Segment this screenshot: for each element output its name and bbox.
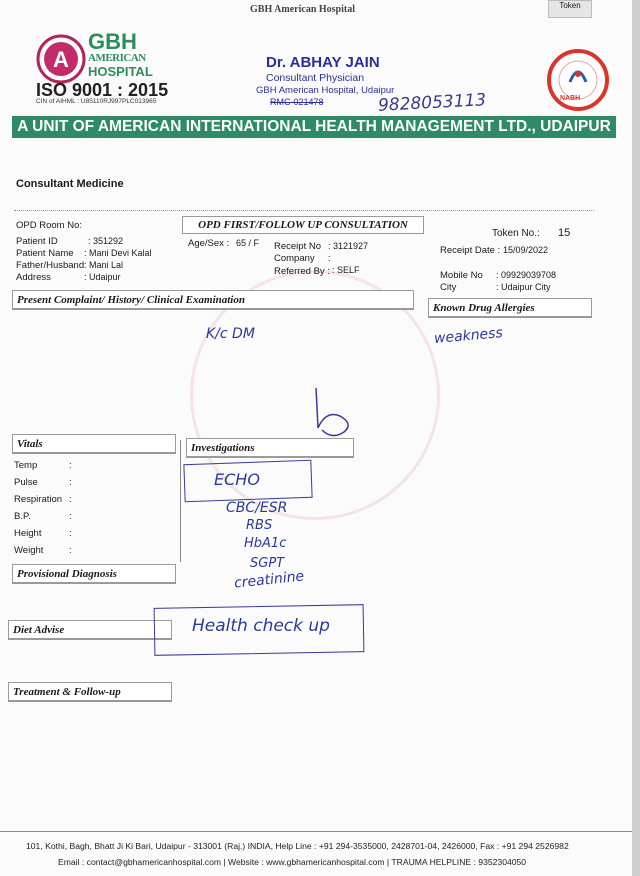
- token-corner-label: Token: [559, 1, 581, 10]
- vitals-list: [14, 460, 72, 562]
- inv-hba1c: HbA1c: [244, 536, 287, 551]
- address-label: Address: [16, 272, 51, 283]
- doctor-hospital: GBH American Hospital, Udaipur: [256, 85, 395, 96]
- vital-label: Respiration: [14, 494, 63, 505]
- referred-by: : SELF: [332, 265, 360, 275]
- section-provisional: Provisional Diagnosis: [12, 564, 176, 584]
- patient-id: : 351292: [88, 236, 124, 246]
- handwritten-scribble-icon: [300, 380, 360, 444]
- token-value: 15: [558, 227, 571, 239]
- section-diet: Diet Advise: [8, 620, 172, 640]
- mobile-label: Mobile No: [440, 270, 483, 281]
- footer-contact: Email : contact@gbhamericanhospital.com | Website : www.gbhamericanhospital.com | TRAUMA HELPLINE : 9352304050: [58, 857, 527, 867]
- nabh-label: NABH: [560, 95, 581, 102]
- patient-id-label: Patient ID: [16, 236, 58, 247]
- department-title: Consultant Medicine: [16, 178, 124, 190]
- vital-temp: [14, 460, 72, 477]
- handwritten-diet: Health check up: [192, 616, 330, 636]
- patient-name-label: Patient Name: [16, 248, 74, 259]
- vital-label: Pulse: [14, 477, 38, 488]
- address: : Udaipur: [84, 272, 121, 282]
- section-investigations: Investigations: [186, 438, 354, 458]
- vital-label: B.P.: [14, 511, 31, 522]
- doctor-name: Dr. ABHAY JAIN: [266, 54, 380, 71]
- vital-label: Height: [14, 528, 42, 539]
- section-treatment: Treatment & Follow-up: [8, 682, 172, 702]
- inv-creatinine: creatinine: [233, 568, 305, 592]
- doctor-title: Consultant Physician: [266, 72, 365, 84]
- inv-cbc: CBC/ESR: [226, 500, 288, 516]
- vital-colon: :: [69, 511, 72, 522]
- handwritten-complaint: K/c DM: [206, 326, 255, 342]
- agesex: 65 / F: [236, 238, 260, 248]
- company: :: [328, 253, 331, 263]
- city: : Udaipur City: [496, 282, 551, 292]
- token-label: Token No.:: [492, 228, 540, 239]
- consult-title: OPD FIRST/FOLLOW UP CONSULTATION: [182, 216, 424, 234]
- agesex-label: Age/Sex :: [188, 238, 230, 249]
- section-vitals: Vitals: [12, 434, 176, 454]
- gbh-logo-icon: [36, 34, 86, 84]
- cin-text: CIN of AIHML : U85110RJ997PLC013965: [36, 98, 157, 105]
- receipt-no: : 3121927: [328, 241, 369, 251]
- vital-height: [14, 528, 72, 545]
- doctor-reg: RMC-021478: [270, 97, 324, 107]
- handwritten-allergies: weakness: [433, 325, 504, 347]
- token-corner: [548, 0, 592, 18]
- vital-label: Weight: [14, 545, 44, 556]
- receipt-date-label: Receipt Date :: [440, 245, 501, 256]
- company-label: Company: [274, 253, 315, 264]
- unit-banner: A UNIT OF AMERICAN INTERNATIONAL HEALTH MANAGEMENT LTD., UDAIPUR: [12, 116, 616, 138]
- referred-label: Referred By :: [274, 266, 330, 277]
- vital-bp: [14, 511, 72, 528]
- inv-sgpt: SGPT: [250, 556, 285, 571]
- vital-colon: :: [69, 477, 72, 488]
- top-hospital-text: GBH American Hospital: [250, 4, 355, 15]
- receipt-no-label: Receipt No: [274, 241, 321, 252]
- handwritten-phone: 9828053113: [377, 90, 487, 116]
- brand-american: AMERICAN: [88, 52, 146, 64]
- vital-label: Temp: [14, 460, 38, 471]
- footer-address: 101, Kothi, Bagh, Bhatt Ji Ki Bari, Udaipur - 313001 (Raj.) INDIA, Help Line : +91 294-3535000, 2428701-04, 2426000, Fax : +91 294 2526982: [26, 841, 569, 851]
- svg-text:A: A: [53, 47, 69, 72]
- section-complaint: Present Complaint/ History/ Clinical Examination: [12, 290, 414, 310]
- mobile: : 09929039708: [496, 270, 557, 280]
- vital-colon: :: [69, 528, 72, 539]
- vital-weight: [14, 545, 72, 562]
- opd-room-label: OPD Room No:: [16, 220, 82, 231]
- vital-colon: :: [69, 494, 72, 505]
- inv-echo: ECHO: [214, 470, 260, 489]
- vital-respiration: [14, 494, 72, 511]
- city-label: City: [440, 282, 457, 293]
- vital-colon: :: [69, 460, 72, 471]
- brand-gbh: GBH: [88, 29, 137, 54]
- patient-name: : Mani Devi Kalal: [84, 248, 152, 258]
- nabh-seal-icon: [546, 48, 610, 112]
- footer-divider: [0, 831, 632, 832]
- inv-rbs: RBS: [246, 518, 273, 533]
- father-name: : Mani Lal: [84, 260, 124, 270]
- receipt-date: 15/09/2022: [503, 245, 549, 255]
- iso-text: ISO 9001 : 2015: [36, 80, 169, 100]
- section-allergies: Known Drug Allergies: [428, 298, 592, 318]
- vitals-divider: [180, 440, 181, 562]
- vital-pulse: [14, 477, 72, 494]
- vital-colon: :: [69, 545, 72, 556]
- brand-hospital: HOSPITAL: [88, 64, 153, 79]
- father-label: Father/Husband: [16, 260, 85, 271]
